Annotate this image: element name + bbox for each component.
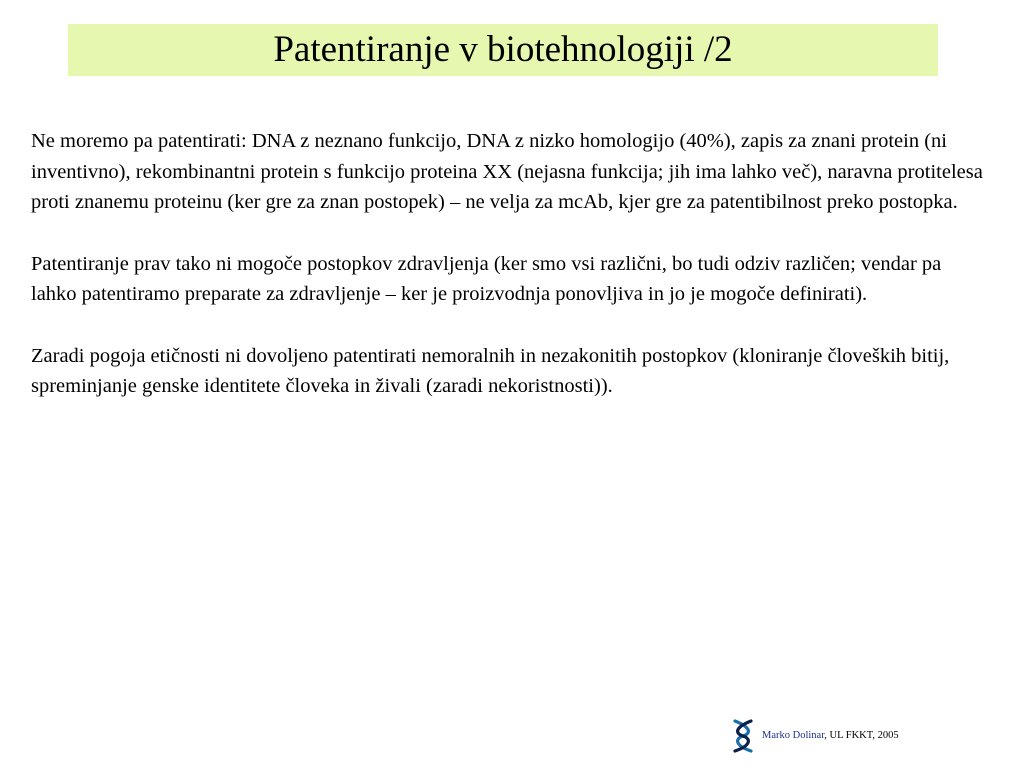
slide-title: Patentiranje v biotehnologiji /2 xyxy=(273,29,733,70)
body-paragraph-3: Zaradi pogoja etičnosti ni dovoljeno patentirati nemoralnih in nezakonitih postopkov (kloniranje človeških bitij, spreminjanje genske identitete človeka in živali (zaradi nekoristnosti)). xyxy=(31,344,950,397)
dna-helix-icon xyxy=(730,719,756,753)
slide-footer xyxy=(730,719,899,753)
body-paragraph-2: Patentiranje prav tako ni mogoče postopkov zdravljenja (ker smo vsi različni, bo tudi odziv različen; vendar pa lahko patentiramo preparate za zdravljenje – ker je proizvodnja ponovljiva in jo je mogoče definirati). xyxy=(31,252,942,305)
footer-separator: , xyxy=(824,730,830,741)
body-paragraph-1: Ne moremo pa patentirati: DNA z neznano funkcijo, DNA z nizko homologijo (40%), zapis za znani protein (ni inventivno), rekombinantni protein s funkcijo proteina XX (nejasna funkcija; jih ima lahko več), naravna protitelesa proti znanemu proteinu (ker gre za znan postopek) – ne velja za mcAb, kjer gre za patentibilnost preko postopka. xyxy=(31,130,983,213)
footer-credit xyxy=(762,729,899,743)
footer-affiliation: UL FKKT, 2005 xyxy=(829,730,899,741)
footer-author: Marko Dolinar xyxy=(762,730,825,741)
title-banner xyxy=(68,24,938,76)
slide-body xyxy=(31,126,986,433)
